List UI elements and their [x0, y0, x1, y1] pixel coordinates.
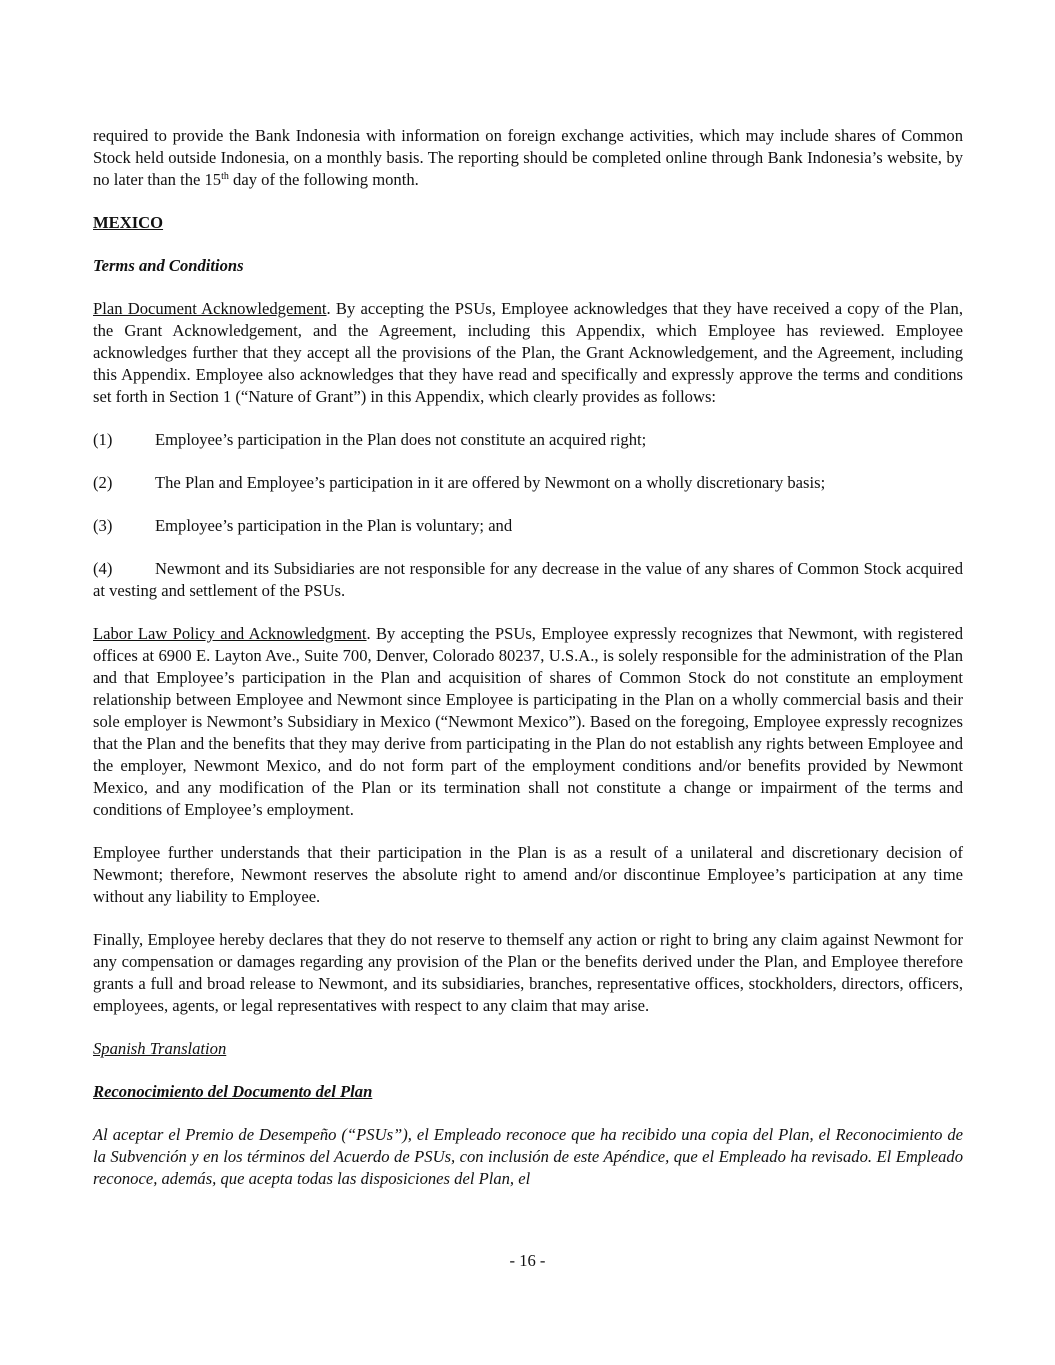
labor-law-paragraph [93, 623, 963, 821]
list-item-text: Newmont and its Subsidiaries are not responsible for any decrease in the value of any shares of Common Stock acquired at vesting and settlement of the PSUs. [93, 559, 963, 600]
plan-document-paragraph [93, 298, 963, 408]
list-item [93, 515, 963, 537]
list-item-number: (4) [93, 559, 113, 578]
spanish-heading: Reconocimiento del Documento del Plan [93, 1082, 373, 1101]
intro-paragraph [93, 125, 963, 191]
further-paragraph: Employee further understands that their participation in the Plan is as a result of a unilateral and discretionary decision of Newmont; therefore, Newmont reserves the absolute right to amend and/or discontinue Employee’s participation at any time without any liability to Employee. [93, 843, 963, 906]
intro-superscript: th [221, 171, 229, 182]
list-item [93, 558, 963, 602]
labor-law-title: Labor Law Policy and Acknowledgment [93, 624, 367, 643]
list-item-text: The Plan and Employee’s participation in it are offered by Newmont on a wholly discretionary basis; [155, 473, 826, 492]
subheading-terms: Terms and Conditions [93, 256, 244, 275]
plan-document-title: Plan Document Acknowledgement [93, 299, 327, 318]
list-item [93, 472, 963, 494]
intro-text-end: day of the following month. [228, 170, 419, 189]
list-item-text: Employee’s participation in the Plan is voluntary; and [155, 516, 513, 535]
labor-law-text: . By accepting the PSUs, Employee expressly recognizes that Newmont, with registered offices at 6900 E. Layton Ave., Suite 700, Denver, Colorado 80237, U.S.A., is solely responsible for the administration of the Plan and that Employee’s participation in the Plan and acquisition of shares of Common Stock do not constitute an employment relationship between Employee and Newmont since Employee is participating in the Plan on a wholly commercial basis and their sole employer is Newmont’s Subsidiary in Mexico (“Newmont Mexico”). Based on the foregoing, Employee expressly recognizes that the Plan and the benefits that they may derive from participating in the Plan do not establish any rights between Employee and the employer, Newmont Mexico, and do not form part of the employment conditions and/or benefits provided by Newmont Mexico, and any modification of the Plan or its termination shall not constitute a change or impairment of the terms and conditions of Employee’s employment. [93, 624, 964, 819]
page-content [93, 125, 963, 1190]
list-item [93, 429, 963, 451]
section-heading-mexico: MEXICO [93, 213, 164, 232]
page-number: - 16 - [509, 1251, 546, 1270]
list-item-number: (1) [93, 430, 113, 449]
finally-paragraph: Finally, Employee hereby declares that they do not reserve to themself any action or right to bring any claim against Newmont for any compensation or damages regarding any provision of the Plan or the benefits derived under the Plan, and Employee therefore grants a full and broad release to Newmont, and its subsidiaries, branches, representative offices, stockholders, directors, officers, employees, agents, or legal representatives with respect to any claim that may arise. [93, 930, 963, 1015]
plan-document-text: . By accepting the PSUs, Employee acknowledges that they have received a copy of the Plan, the Grant Acknowledgement, and the Agreement, including this Appendix, which Employee has reviewed. Employee acknowledges further that they accept all the provisions of the Plan, the Grant Acknowledgement, and the Agreement, including this Appendix. Employee also acknowledges that they have read and specifically and expressly approve the terms and conditions set forth in Section 1 (“Nature of Grant”) in this Appendix, which clearly provides as follows: [93, 299, 964, 406]
list-item-number: (3) [93, 516, 113, 535]
spanish-paragraph: Al aceptar el Premio de Desempeño (“PSUs”), el Empleado reconoce que ha recibido una copia del Plan, el Reconocimiento de la Subvención y en los términos del Acuerdo de PSUs, con inclusión de este Apéndice, que el Empleado ha revisado. El Empleado reconoce, además, que acepta todas las disposiciones del Plan, el [93, 1125, 963, 1188]
list-item-text: Employee’s participation in the Plan does not constitute an acquired right; [155, 430, 647, 449]
spanish-translation-label: Spanish Translation [93, 1039, 227, 1058]
intro-text: required to provide the Bank Indonesia with information on foreign exchange activities, which may include shares of Common Stock held outside Indonesia, on a monthly basis. The reporting should be completed online through Bank Indonesia’s website, by no later than the 15 [93, 126, 963, 189]
list-item-number: (2) [93, 473, 113, 492]
